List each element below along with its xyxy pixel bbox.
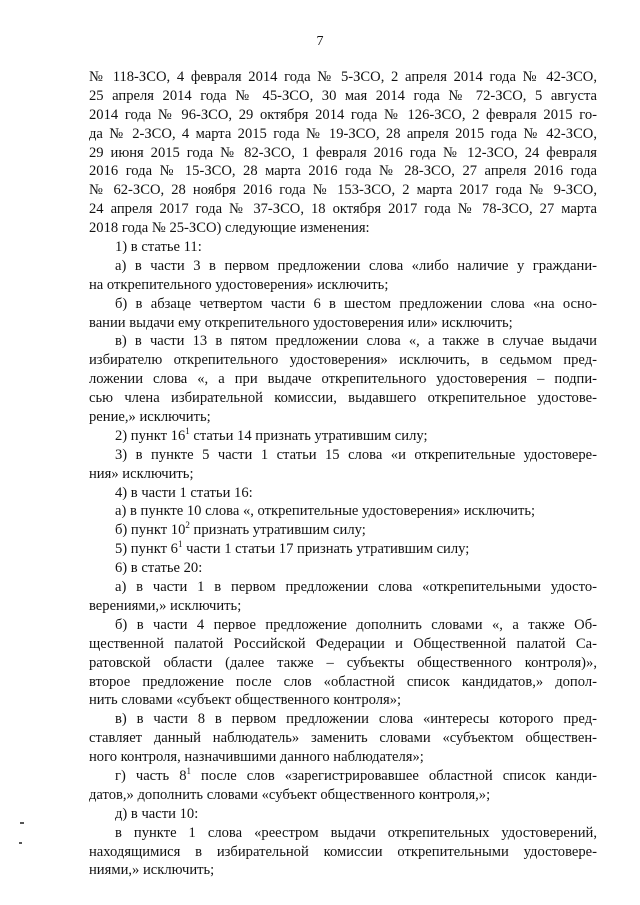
text-line (89, 427, 597, 446)
text-line: вании выдачи ему открепительного удостоверения или» исключить; (89, 314, 513, 331)
text-line: 2016 года № 15-ЗСО, 28 марта 2016 года № 28-ЗСО, 27 апреля 2016 года (89, 163, 597, 180)
text-line: 25 апреля 2014 года № 45-ЗСО, 30 мая 2014 года № 72-ЗСО, 5 августа (89, 87, 597, 104)
text-line: избирателю открепительного удостоверения» исключить, в седьмом пред- (89, 352, 597, 369)
text-line: ния» исключить; (89, 465, 194, 482)
text-line (89, 521, 597, 540)
text-line: 29 июня 2015 года № 82-ЗСО, 1 февраля 2016 года № 12-ЗСО, 24 февраля (89, 144, 597, 161)
text-line: ложении слова «, а при выдаче открепительного удостоверения – подпи- (89, 371, 597, 388)
text-line: да № 2-ЗСО, 4 марта 2015 года № 19-ЗСО, 28 апреля 2015 года № 42-ЗСО, (89, 125, 597, 142)
text-line: второе предложение после слов «областной список кандидатов,» допол- (89, 673, 597, 690)
text-line: 24 апреля 2017 года № 37-ЗСО, 18 октября 2017 года № 78-ЗСО, 27 марта (89, 201, 597, 218)
scan-artifact (19, 842, 22, 844)
text-fragment: признать утратившим силу; (189, 522, 366, 539)
text-line: ниями,» исключить; (89, 862, 215, 879)
scan-artifact (20, 822, 24, 824)
text-line: щественной палатой Российской Федерации и Общественной палатой Са- (89, 635, 597, 652)
superscript-index: 1 (177, 539, 183, 550)
text-line: рение,» исключить; (89, 409, 211, 426)
text-line: а) в части 3 в первом предложении слова «либо наличие у граждани- (115, 257, 597, 274)
text-line: б) в абзаце четвертом части 6 в шестом предложении слова «на осно- (115, 295, 597, 312)
text-line: 6) в статье 20: (115, 560, 203, 577)
text-line: № 62-ЗСО, 28 ноября 2016 года № 153-ЗСО, 2 марта 2017 года № 9-ЗСО, (89, 182, 597, 199)
text-line: ного контроля, назначившими данного наблюдателя»; (89, 749, 424, 766)
text-line: д) в части 10: (115, 805, 199, 822)
superscript-index: 1 (186, 765, 192, 776)
text-line: 2014 года № 96-ЗСО, 29 октября 2014 года № 126-ЗСО, 2 февраля 2015 го- (89, 106, 597, 123)
text-line: 2018 года № 25-ЗСО) следующие изменения: (89, 220, 370, 237)
text-line: 1) в статье 11: (115, 239, 202, 256)
superscript-index: 2 (185, 520, 190, 531)
text-line: нить словами «субъект общественного контроля»; (89, 692, 402, 709)
text-line: в) в части 13 в пятом предложении слова «, а также в случае выдачи (115, 333, 597, 350)
text-line: а) в части 1 в первом предложении слова «открепительными удосто- (115, 579, 597, 596)
text-line: а) в пункте 10 слова «, открепительные удостоверения» исключить; (115, 503, 536, 520)
text-line: в) в части 8 в первом предложении слова «интересы которого пред- (115, 711, 597, 728)
text-fragment: статьи 14 признать утратившим силу; (189, 427, 428, 444)
text-fragment: 5) пункт 6 (115, 541, 178, 558)
text-line: № 118-ЗСО, 4 февраля 2014 года № 5-ЗСО, 2 апреля 2014 года № 42-ЗСО, (89, 69, 597, 85)
text-fragment: б) пункт 10 (115, 522, 186, 539)
text-fragment: 2) пункт 16 (115, 427, 186, 444)
text-fragment: г) часть 8 (115, 767, 187, 784)
text-line: сью члена избирательной комиссии, выдавшего открепительное удостове- (89, 390, 597, 407)
text-line (89, 767, 597, 786)
document-body (89, 68, 597, 880)
text-line: на открепительного удостоверения» исключить; (89, 276, 389, 293)
text-line: 4) в части 1 статьи 16: (115, 484, 253, 501)
text-line: ратовской области (далее также – субъекты общественного контроля)», (89, 654, 597, 671)
text-fragment: после слов «зарегистрировавшее областной список канди- (191, 767, 597, 784)
text-fragment: части 1 статьи 17 признать утратившим силу; (182, 541, 470, 558)
page-number: 7 (316, 34, 324, 49)
text-line: в пункте 1 слова «реестром выдачи открепительных удостоверений, (115, 824, 597, 841)
text-line: ставляет данный наблюдатель» заменить словами «субъектом обществен- (89, 730, 597, 747)
text-line: б) в части 4 первое предложение дополнить словами «, а также Об- (115, 616, 597, 633)
text-line: находящимися в избирательной комиссии открепительными удостовере- (89, 843, 597, 860)
text-line: 3) в пункте 5 части 1 статьи 15 слова «и открепительные удостовере- (115, 446, 597, 463)
text-line: датов,» дополнить словами «субъект общественного контроля,»; (89, 786, 491, 803)
superscript-index: 1 (185, 425, 190, 436)
text-line (89, 540, 597, 559)
text-line: верениями,» исключить; (89, 597, 242, 614)
